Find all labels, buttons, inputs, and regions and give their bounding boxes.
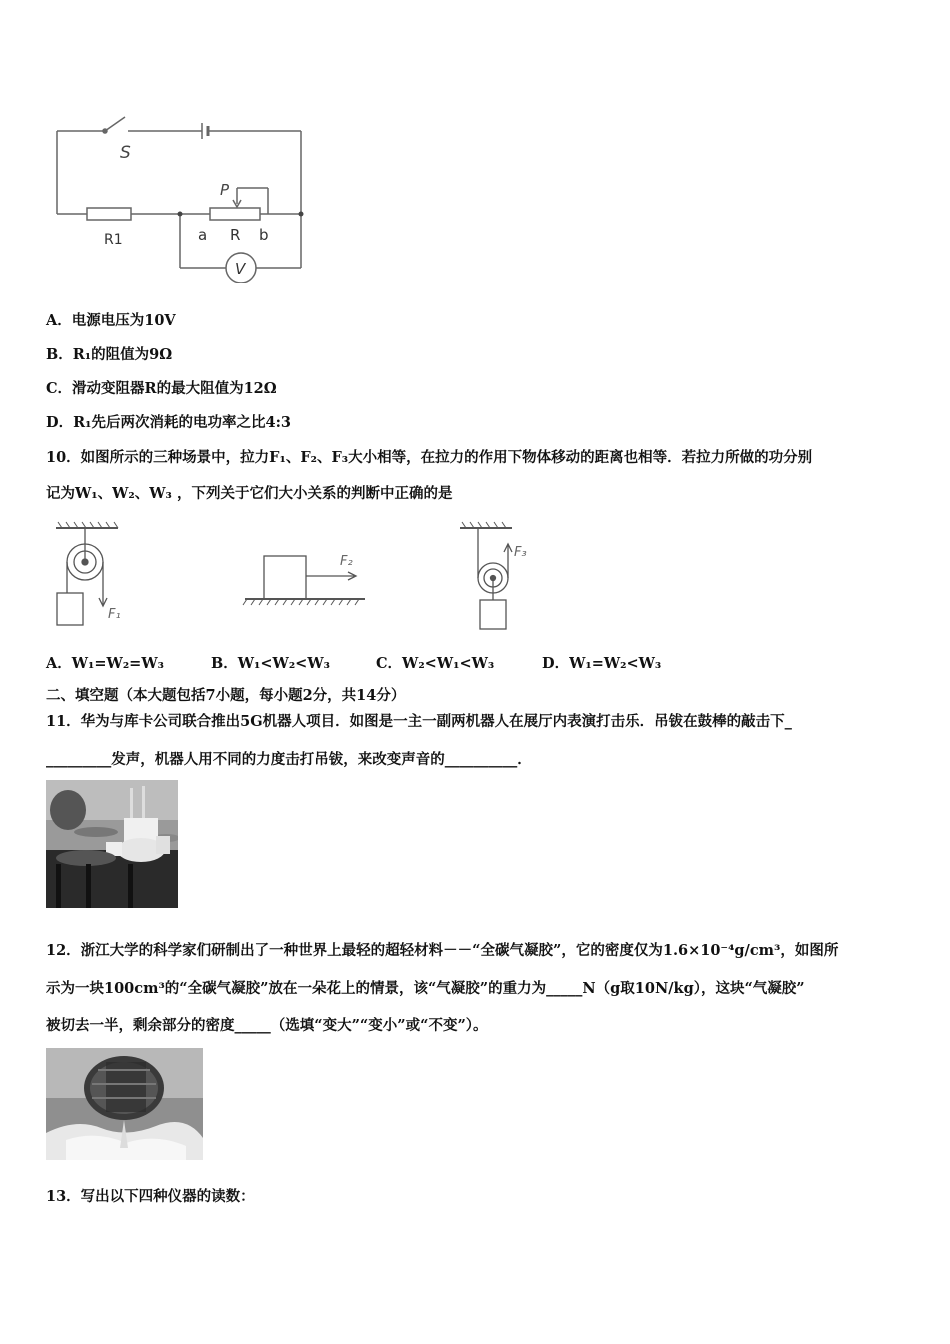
q10-option-a: A．W₁=W₂=W₃ — [46, 655, 164, 672]
q12-line2: 示为一块100cm³的“全碳气凝胶”放在一朵花上的情景，该“气凝胶”的重力为_____N（g取10N/kg），这块“气凝胶” — [46, 980, 805, 997]
switch-label: S — [120, 143, 131, 163]
q12-line1: 12．浙江大学的科学家们研制出了一种世界上最轻的超轻材料－－“全碳气凝胶”，它的密度仅为1.6×10⁻⁴g/cm³，如图所 — [46, 942, 839, 959]
f2-label: F₂ — [340, 554, 353, 569]
q13-line1: 13．写出以下四种仪器的读数： — [46, 1188, 255, 1205]
aerogel-on-flower-photo — [46, 1048, 203, 1160]
q11-line2: _________发声，机器人用不同的力度击打吊钹，来改变声音的__________． — [46, 751, 532, 768]
rheostat-a-label: a — [198, 226, 208, 244]
q10-option-c: C．W₂<W₁<W₃ — [376, 655, 495, 672]
q9-option-c: C．滑动变阻器R的最大阻值为12Ω — [46, 380, 277, 397]
q10-text-line2: 记为W₁、W₂、W₃ ，下列关于它们大小关系的判断中正确的是 — [46, 485, 453, 502]
r1-label: R1 — [104, 232, 123, 248]
rheostat-b-label: b — [259, 226, 269, 244]
q11-line1: 11．华为与库卡公司联合推出5G机器人项目．如图是一主一副两机器人在展厅内表演打击乐．吊钹在鼓棒的敲击下_ — [46, 713, 792, 730]
q10-option-b: B．W₁<W₂<W₃ — [211, 655, 330, 672]
q10-option-d: D．W₁=W₂<W₃ — [542, 655, 662, 672]
f3-label: F₃ — [514, 545, 527, 560]
slider-label: P — [220, 181, 230, 199]
robot-drummer-photo — [46, 780, 178, 908]
f1-label: F₁ — [108, 607, 121, 622]
voltmeter-label: V — [235, 260, 246, 278]
circuit-diagram — [50, 108, 315, 283]
q9-option-b: B．R₁的阻值为9Ω — [46, 346, 173, 363]
pulley-figures — [40, 520, 540, 635]
q10-text-line1: 10．如图所示的三种场景中，拉力F₁、F₂、F₃大小相等，在拉力的作用下物体移动的距离也相等．若拉力所做的功分别 — [46, 449, 813, 466]
q12-line3: 被切去一半，剩余部分的密度_____（选填“变大”“变小”或“不变”）。 — [46, 1017, 488, 1034]
q9-option-a: A．电源电压为10V — [46, 312, 176, 329]
rheostat-r-label: R — [230, 226, 241, 244]
q9-option-d: D．R₁先后两次消耗的电功率之比4:3 — [46, 414, 292, 431]
section2-title: 二、填空题（本大题包括7小题，每小题2分，共14分） — [46, 687, 406, 704]
